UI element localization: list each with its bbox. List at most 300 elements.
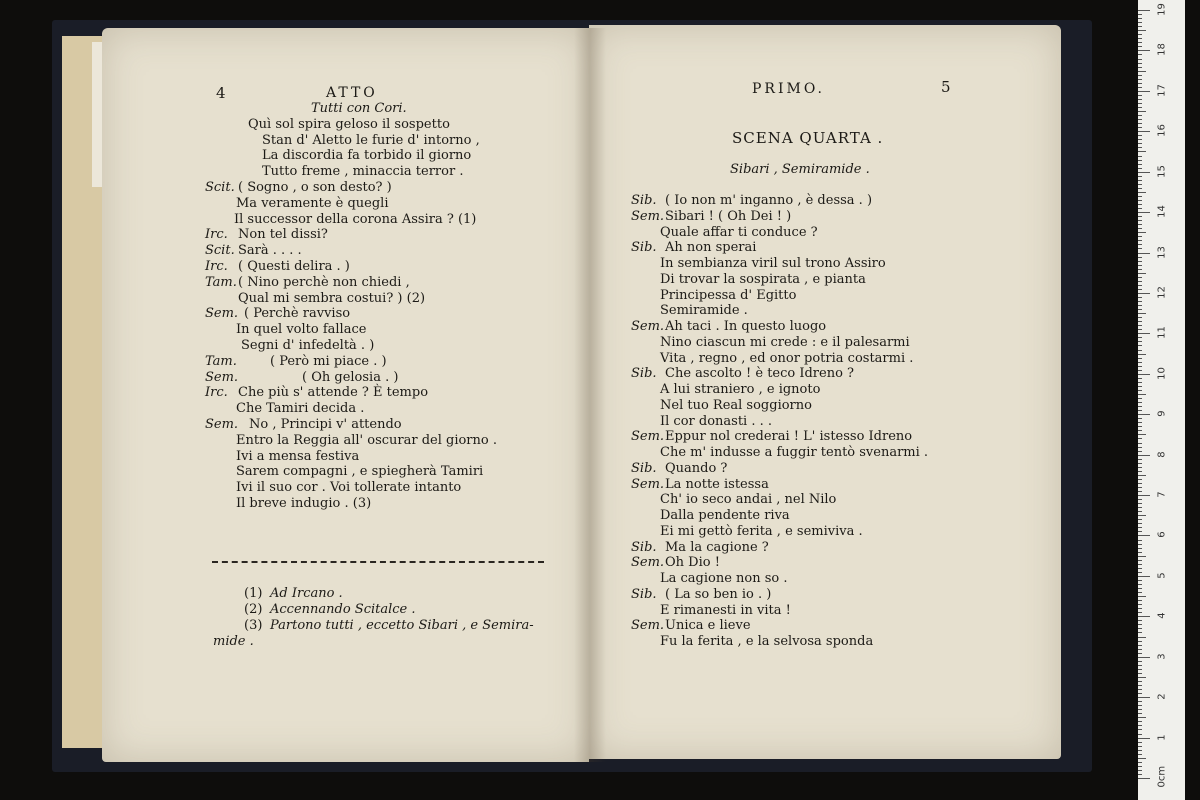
ruler-tick (1138, 345, 1142, 346)
verse-line: ( Nino perchè non chiedi , (238, 275, 410, 290)
ruler-tick (1138, 766, 1142, 767)
footnote-text: Accennando Scitalce . (270, 602, 416, 617)
ruler-tick (1138, 637, 1146, 638)
ruler-tick (1138, 350, 1142, 351)
ruler-tick (1138, 95, 1142, 96)
ruler-tick (1138, 59, 1142, 60)
speaker-label: Scit. (205, 243, 235, 258)
ruler-tick (1138, 697, 1150, 698)
verse-line: Ma la cagione ? (665, 540, 769, 555)
ruler-number: 17 (1156, 83, 1168, 97)
verse-line: Sarà . . . . (238, 243, 302, 258)
ruler-tick (1138, 645, 1142, 646)
speaker-label: Sem. (631, 209, 665, 224)
ruler-tick (1138, 123, 1142, 124)
ruler-tick (1138, 257, 1142, 258)
footnote-text: mide . (213, 634, 254, 649)
ruler-tick (1138, 778, 1150, 779)
ruler-tick (1138, 18, 1142, 19)
ruler-tick (1138, 673, 1142, 674)
ruler-tick (1138, 87, 1142, 88)
ruler-tick (1138, 164, 1142, 165)
ruler-number: 12 (1156, 286, 1168, 299)
ruler-tick (1138, 584, 1142, 585)
ruler-tick (1138, 386, 1142, 387)
ruler-tick (1138, 641, 1142, 642)
ruler-tick (1138, 26, 1142, 27)
ruler-number: 0cm (1156, 765, 1168, 788)
ruler-tick (1138, 228, 1142, 229)
speaker-label: Tam. (205, 354, 237, 369)
ruler-tick (1138, 556, 1146, 557)
footnote-mark: (2) (244, 602, 263, 617)
ruler-tick (1138, 297, 1142, 298)
ruler-tick (1138, 624, 1142, 625)
ruler-number: 9 (1156, 410, 1168, 417)
ruler-number: 3 (1156, 653, 1168, 660)
ruler-number: 7 (1156, 491, 1168, 498)
verse-line: Oh Dio ! (665, 555, 720, 570)
ruler-tick (1138, 600, 1142, 601)
speaker-label: Sem. (205, 306, 239, 321)
ruler-tick (1138, 366, 1142, 367)
ruler-tick (1138, 337, 1142, 338)
ruler-tick (1138, 628, 1142, 629)
ruler-number: 16 (1156, 124, 1168, 138)
ruler-tick (1138, 63, 1142, 64)
ruler-tick (1138, 721, 1142, 722)
verse-line: ( La so ben io . ) (665, 587, 772, 602)
ruler-tick (1138, 208, 1142, 209)
ruler-tick (1138, 309, 1142, 310)
ruler-tick (1138, 107, 1142, 108)
ruler-tick (1138, 463, 1142, 464)
ruler-tick (1138, 483, 1142, 484)
ruler-tick (1138, 50, 1150, 51)
ruler-tick (1138, 34, 1142, 35)
ruler-tick (1138, 67, 1142, 68)
ruler-tick (1138, 705, 1142, 706)
ruler-tick (1138, 459, 1142, 460)
ruler-tick (1138, 414, 1150, 415)
ruler-tick (1138, 713, 1142, 714)
ruler-tick (1138, 418, 1142, 419)
speaker-label: Sem. (205, 370, 239, 385)
ruler-tick (1138, 669, 1142, 670)
ruler-tick (1138, 742, 1142, 743)
ruler-tick (1138, 475, 1146, 476)
ruler-tick (1138, 540, 1142, 541)
footnote-text: Ad Ircano . (270, 586, 343, 601)
ruler-tick (1138, 135, 1142, 136)
ruler-tick (1138, 111, 1146, 112)
ruler-tick (1138, 430, 1142, 431)
verse-line: Non tel dissi? (238, 227, 328, 242)
ruler-tick (1138, 568, 1142, 569)
verse-line: Ivi a mensa festiva (236, 449, 360, 464)
ruler-tick (1138, 685, 1142, 686)
ruler-tick (1138, 378, 1142, 379)
ruler-tick (1138, 588, 1142, 589)
stage-direction: Tutti con Cori. (311, 101, 407, 116)
ruler-tick (1138, 552, 1142, 553)
ruler-tick (1138, 293, 1150, 294)
ruler-tick (1138, 248, 1142, 249)
verse-line: Che Tamiri decida . (236, 401, 365, 416)
ruler-tick (1138, 693, 1142, 694)
ruler-tick (1138, 281, 1142, 282)
ruler-tick (1138, 544, 1142, 545)
ruler-tick (1138, 758, 1146, 759)
ruler-tick (1138, 564, 1142, 565)
ruler-tick (1138, 729, 1142, 730)
ruler-tick (1138, 406, 1142, 407)
ruler-tick (1138, 83, 1142, 84)
ruler-tick (1138, 499, 1142, 500)
ruler-tick (1138, 382, 1142, 383)
speaker-label: Sib. (631, 587, 657, 602)
measurement-ruler (1138, 0, 1185, 800)
ruler-number: 11 (1156, 326, 1168, 340)
ruler-tick (1138, 572, 1142, 573)
ruler-tick (1138, 10, 1150, 11)
ruler-tick (1138, 746, 1142, 747)
ruler-tick (1138, 535, 1150, 536)
ruler-tick (1138, 143, 1142, 144)
ruler-tick (1138, 269, 1142, 270)
verse-line: Entro la Reggia all' oscurar del giorno . (236, 433, 497, 448)
speaker-label: Irc. (205, 259, 228, 274)
ruler-tick (1138, 131, 1150, 132)
verse-line: In sembianza viril sul trono Assiro (660, 256, 886, 271)
ruler-tick (1138, 374, 1150, 375)
verse-line: Nino ciascun mi crede : e il palesarmi (660, 335, 910, 350)
ruler-tick (1138, 422, 1142, 423)
ruler-tick (1138, 455, 1150, 456)
ruler-tick (1138, 358, 1142, 359)
ruler-tick (1138, 289, 1142, 290)
ruler-number: 15 (1156, 164, 1168, 178)
ruler-tick (1138, 503, 1142, 504)
ruler-tick (1138, 398, 1142, 399)
ruler-tick (1138, 548, 1142, 549)
verse-line: ( Sogno , o son desto? ) (238, 180, 392, 195)
ruler-tick (1138, 119, 1142, 120)
ruler-tick (1138, 354, 1146, 355)
ruler-tick (1138, 38, 1142, 39)
ruler-tick (1138, 261, 1142, 262)
ruler-tick (1138, 176, 1142, 177)
verse-line: Fu la ferita , e la selvosa sponda (660, 634, 874, 649)
verse-line: Tutto freme , minaccia terror . (262, 164, 464, 179)
verse-line: Vita , regno , ed onor potria costarmi . (660, 351, 914, 366)
ruler-tick (1138, 495, 1150, 496)
ruler-tick (1138, 681, 1142, 682)
ruler-tick (1138, 434, 1146, 435)
ruler-tick (1138, 515, 1146, 516)
verse-line: Ah non sperai (665, 240, 757, 255)
ruler-tick (1138, 491, 1142, 492)
verse-line: Eppur nol crederai ! L' istesso Idreno (665, 429, 913, 444)
ruler-tick (1138, 523, 1142, 524)
speaker-label: Scit. (205, 180, 235, 195)
speaker-label: Sib. (631, 540, 657, 555)
speaker-label: Sem. (205, 417, 239, 432)
ruler-tick (1138, 665, 1142, 666)
speaker-label: Tam. (205, 275, 237, 290)
verse-line: Che più s' attende ? È tempo (238, 385, 429, 400)
ruler-tick (1138, 46, 1142, 47)
verse-line: Quì sol spira geloso il sospetto (248, 117, 450, 132)
book-gutter (574, 28, 606, 762)
ruler-tick (1138, 592, 1142, 593)
ruler-number: 5 (1156, 572, 1168, 579)
ruler-tick (1138, 426, 1142, 427)
ruler-tick (1138, 115, 1142, 116)
ruler-tick (1138, 139, 1142, 140)
speaker-label: Irc. (205, 385, 228, 400)
speaker-label: Sib. (631, 366, 657, 381)
speaker-label: Sib. (631, 240, 657, 255)
verse-line: Sibari ! ( Oh Dei ! ) (665, 209, 792, 224)
speaker-label: Sem. (631, 618, 665, 633)
verse-line: Il cor donasti . . . (660, 414, 772, 429)
ruler-tick (1138, 184, 1142, 185)
verse-line: Che m' indusse a fuggir tentò svenarmi . (660, 445, 929, 460)
ruler-tick (1138, 232, 1146, 233)
right-running-head: PRIMO. (752, 81, 825, 97)
ruler-tick (1138, 301, 1142, 302)
ruler-tick (1138, 467, 1142, 468)
ruler-tick (1138, 329, 1142, 330)
ruler-tick (1138, 156, 1142, 157)
ruler-tick (1138, 451, 1142, 452)
ruler-tick (1138, 734, 1142, 735)
ruler-tick (1138, 277, 1142, 278)
footnote-mark: (1) (244, 586, 263, 601)
ruler-tick (1138, 596, 1146, 597)
verse-line: In quel volto fallace (236, 322, 367, 337)
ruler-tick (1138, 507, 1142, 508)
ruler-tick (1138, 325, 1142, 326)
ruler-number: 10 (1156, 366, 1168, 380)
ruler-number: 18 (1156, 43, 1168, 57)
ruler-tick (1138, 236, 1142, 237)
ruler-tick (1138, 774, 1142, 775)
verse-line: Di trovar la sospirata , e pianta (660, 272, 866, 287)
speaker-label: Sib. (631, 461, 657, 476)
ruler-tick (1138, 394, 1146, 395)
speaker-label: Sem. (631, 555, 665, 570)
ruler-tick (1138, 91, 1150, 92)
ruler-tick (1138, 79, 1142, 80)
ruler-tick (1138, 265, 1142, 266)
ruler-tick (1138, 341, 1142, 342)
ruler-tick (1138, 253, 1150, 254)
ruler-tick (1138, 608, 1142, 609)
verse-line: No , Principi v' attendo (249, 417, 402, 432)
verse-line: Quando ? (665, 461, 728, 476)
ruler-tick (1138, 180, 1142, 181)
verse-line: Stan d' Aletto le furie d' intorno , (262, 133, 480, 148)
ruler-tick (1138, 616, 1150, 617)
verse-line: Dalla pendente riva (660, 508, 790, 523)
ruler-tick (1138, 224, 1142, 225)
speaker-label: Irc. (205, 227, 228, 242)
ruler-tick (1138, 127, 1142, 128)
verse-line: Sarem compagni , e spiegherà Tamiri (236, 464, 484, 479)
verse-line: ( Perchè ravviso (244, 306, 351, 321)
ruler-tick (1138, 604, 1142, 605)
ruler-number: 6 (1156, 531, 1168, 539)
ruler-tick (1138, 725, 1142, 726)
ruler-tick (1138, 479, 1142, 480)
ruler-number: 19 (1156, 3, 1168, 16)
ruler-tick (1138, 762, 1142, 763)
speaker-label: Sem. (631, 319, 665, 334)
speaker-label: Sib. (631, 193, 657, 208)
ruler-tick (1138, 717, 1146, 718)
ruler-tick (1138, 511, 1142, 512)
ruler-tick (1138, 649, 1142, 650)
ruler-tick (1138, 661, 1142, 662)
verse-line: Semiramide . (660, 303, 748, 318)
verse-line: ( Oh gelosia . ) (302, 370, 399, 385)
ruler-tick (1138, 519, 1142, 520)
ruler-number: 1 (1156, 733, 1168, 741)
verse-line: ( Io non m' inganno , è dessa . ) (665, 193, 873, 208)
ruler-tick (1138, 709, 1142, 710)
ruler-tick (1138, 147, 1142, 148)
ruler-tick (1138, 738, 1150, 739)
ruler-tick (1138, 14, 1142, 15)
verse-line: A lui straniero , e ignoto (660, 382, 821, 397)
ruler-tick (1138, 410, 1142, 411)
ruler-tick (1138, 531, 1142, 532)
ruler-tick (1138, 527, 1142, 528)
ruler-tick (1138, 216, 1142, 217)
ruler-tick (1138, 30, 1146, 31)
ruler-tick (1138, 576, 1150, 577)
ruler-tick (1138, 160, 1142, 161)
ruler-number: 2 (1156, 693, 1168, 700)
ruler-tick (1138, 71, 1146, 72)
ruler-tick (1138, 22, 1142, 23)
footnote-mark: (3) (244, 618, 263, 633)
verse-line: La discordia fa torbido il giorno (262, 148, 472, 163)
ruler-tick (1138, 487, 1142, 488)
ruler-tick (1138, 75, 1142, 76)
ruler-tick (1138, 390, 1142, 391)
ruler-number: 4 (1156, 612, 1168, 619)
ruler-tick (1138, 612, 1142, 613)
scene-title: SCENA QUARTA . (732, 129, 884, 147)
verse-line: Quale affar ti conduce ? (660, 225, 818, 240)
ruler-tick (1138, 54, 1142, 55)
verse-line: La notte istessa (665, 477, 769, 492)
ruler-tick (1138, 99, 1142, 100)
ruler-tick (1138, 151, 1146, 152)
ruler-tick (1138, 750, 1142, 751)
verse-line: Ma veramente è quegli (236, 196, 389, 211)
ruler-number: 8 (1156, 450, 1168, 458)
ruler-tick (1138, 244, 1142, 245)
ruler-tick (1138, 172, 1150, 173)
scene-characters: Sibari , Semiramide . (730, 162, 870, 177)
footnote-text: Partono tutti , eccetto Sibari , e Semira- (270, 618, 534, 633)
ruler-tick (1138, 438, 1142, 439)
ruler-tick (1138, 471, 1142, 472)
ruler-tick (1138, 103, 1142, 104)
footnote-separator (212, 561, 544, 563)
verse-line: Ch' io seco andai , nel Nilo (660, 492, 837, 507)
ruler-tick (1138, 313, 1146, 314)
ruler-tick (1138, 447, 1142, 448)
verse-line: ( Questi delira . ) (238, 259, 350, 274)
ruler-tick (1138, 42, 1142, 43)
verse-line: Ei mi gettò ferita , e semiviva . (660, 524, 863, 539)
ruler-tick (1138, 317, 1142, 318)
verse-line: Unica e lieve (665, 618, 751, 633)
ruler-tick (1138, 240, 1142, 241)
right-page-number: 5 (941, 78, 954, 96)
ruler-number: 14 (1156, 205, 1168, 218)
verse-line: Segni d' infedeltà . ) (241, 338, 375, 353)
left-page-number: 4 (216, 84, 229, 102)
ruler-number: 13 (1156, 245, 1168, 259)
ruler-tick (1138, 701, 1142, 702)
ruler-tick (1138, 677, 1146, 678)
verse-line: Ivi il suo cor . Voi tollerate intanto (236, 480, 462, 495)
ruler-tick (1138, 305, 1142, 306)
ruler-tick (1138, 560, 1142, 561)
ruler-tick (1138, 580, 1142, 581)
ruler-tick (1138, 188, 1142, 189)
verse-line: Il successor della corona Assira ? (1) (234, 212, 477, 227)
verse-line: Che ascolto ! è teco Idreno ? (665, 366, 855, 381)
ruler-tick (1138, 333, 1150, 334)
ruler-tick (1138, 212, 1150, 213)
ruler-tick (1138, 168, 1142, 169)
verse-line: La cagione non so . (660, 571, 788, 586)
ruler-tick (1138, 196, 1142, 197)
ruler-tick (1138, 192, 1146, 193)
verse-line: Qual mi sembra costui? ) (2) (238, 291, 426, 306)
ruler-tick (1138, 653, 1142, 654)
verse-line: Nel tuo Real soggiorno (660, 398, 812, 413)
ruler-tick (1138, 402, 1142, 403)
verse-line: Ah taci . In questo luogo (665, 319, 827, 334)
ruler-tick (1138, 620, 1142, 621)
ruler-tick (1138, 362, 1142, 363)
ruler-tick (1138, 285, 1142, 286)
ruler-tick (1138, 443, 1142, 444)
ruler-tick (1138, 273, 1146, 274)
ruler-tick (1138, 370, 1142, 371)
verse-line: E rimanesti in vita ! (660, 603, 791, 618)
ruler-tick (1138, 204, 1142, 205)
ruler-tick (1138, 220, 1142, 221)
ruler-tick (1138, 321, 1142, 322)
left-running-head: ATTO (326, 85, 378, 101)
ruler-tick (1138, 770, 1142, 771)
ruler-tick (1138, 632, 1142, 633)
ruler-tick (1138, 657, 1150, 658)
ruler-tick (1138, 689, 1142, 690)
speaker-label: Sem. (631, 477, 665, 492)
verse-line: ( Però mi piace . ) (270, 354, 387, 369)
ruler-tick (1138, 754, 1142, 755)
